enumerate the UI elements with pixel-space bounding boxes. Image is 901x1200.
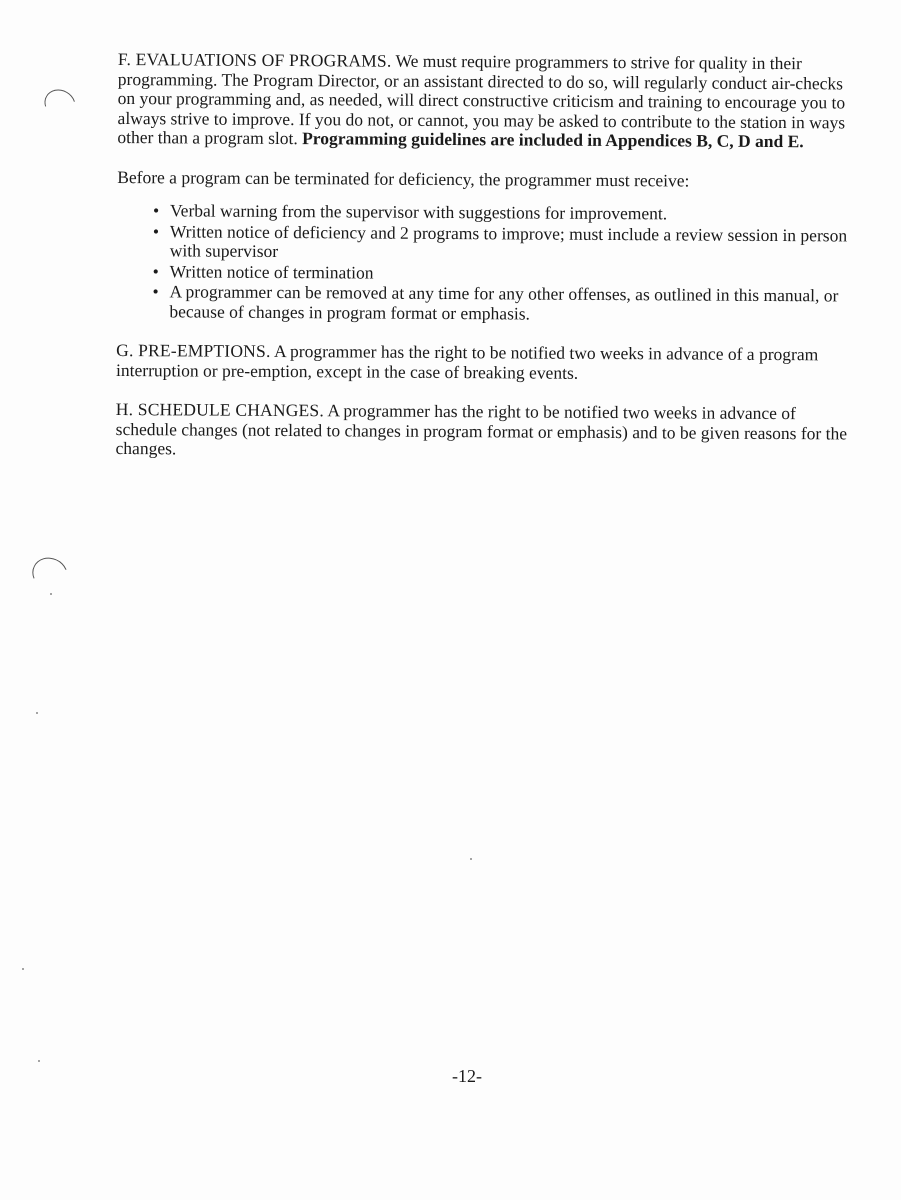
- scan-mark-top: [39, 84, 81, 124]
- scan-mark-middle: [27, 552, 73, 596]
- list-item: • Verbal warning from the supervisor with suggestions for improvement.: [152, 200, 668, 224]
- termination-intro: Before a program can be terminated for deficiency, the programmer must receive:: [117, 166, 690, 190]
- scan-speck: [470, 858, 472, 860]
- section-evaluations-guidelines-note: Programming guidelines are included in Appendices B, C, D and E.: [302, 128, 804, 152]
- termination-steps-list: [152, 201, 859, 325]
- section-evaluations-heading: F. EVALUATIONS OF PROGRAMS.: [117, 49, 392, 71]
- section-preemptions-heading: G. PRE-EMPTIONS.: [116, 339, 271, 361]
- document-body: [115, 50, 860, 483]
- section-preemptions: [116, 341, 858, 385]
- bullet-icon: •: [152, 220, 160, 241]
- page-number: -12-: [452, 1066, 482, 1086]
- bullet-icon: •: [152, 281, 159, 302]
- section-schedule-changes-body: A programmer has the right to be notified two weeks in advance of schedule changes (not related to changes in program format or emphasis) and to be given reasons for the changes.: [115, 400, 848, 459]
- list-item: • A programmer can be removed at any time for any other offenses, as outlined in this manual, or because of changes in program format or emphasis.: [152, 281, 839, 324]
- bullet-icon: •: [152, 200, 160, 221]
- scan-speck: [36, 712, 38, 714]
- scan-speck: [38, 1060, 40, 1062]
- section-evaluations-body: We must require programmers to strive for quality in their programming. The Program Director, or an assistant directed to do so, will regularly conduct air-checks on your programming and, as needed, will direct constructive criticism and training to encourage you to always strive to improve. If you do not, or cannot, you may be asked to contribute to the station in ways other than a program slot.: [117, 50, 846, 149]
- bullet-icon: •: [152, 260, 159, 281]
- list-item: • Written notice of deficiency and 2 programs to improve; must include a review session in person with supervisor: [152, 220, 848, 261]
- scan-speck: [50, 593, 52, 595]
- section-preemptions-body: A programmer has the right to be notified two weeks in advance of a program interruption or pre-emption, except in the case of breaking events.: [115, 340, 819, 383]
- list-item: • Written notice of termination: [152, 260, 374, 283]
- scan-speck: [22, 968, 24, 970]
- section-evaluations: [117, 50, 860, 152]
- section-schedule-changes-heading: H. SCHEDULE CHANGES.: [115, 398, 325, 421]
- section-schedule-changes: [116, 400, 858, 463]
